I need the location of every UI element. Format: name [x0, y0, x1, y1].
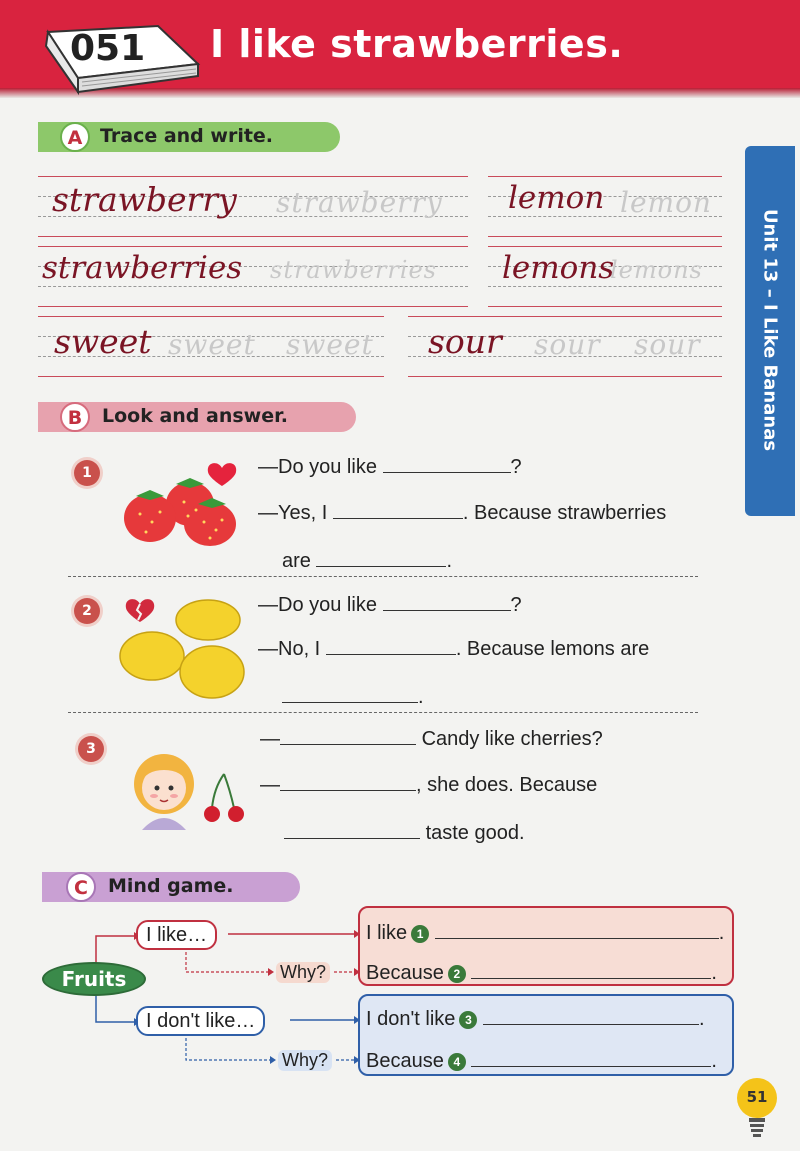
answer-text: —No, I	[258, 638, 321, 660]
answer-blank[interactable]	[483, 1010, 699, 1025]
handwritten-word: strawberry	[52, 180, 237, 219]
answer-text: —	[260, 728, 280, 750]
lightbulb-icon	[747, 1118, 767, 1144]
trace-word[interactable]: lemon	[620, 186, 712, 219]
section-b-title: Look and answer.	[102, 405, 289, 427]
why-like-label: Why?	[276, 962, 330, 983]
trace-word[interactable]: sweet	[168, 328, 256, 361]
like-line-text: I like	[366, 922, 408, 944]
fruits-label: Fruits	[61, 967, 127, 991]
answer-blank[interactable]	[471, 1052, 711, 1067]
like-node: I like…	[136, 920, 217, 950]
answer-text: taste good.	[425, 822, 525, 844]
like-because-line: Because 2 .	[366, 962, 717, 984]
answer-text: —Yes, I	[258, 502, 328, 524]
answer-blank[interactable]	[435, 924, 719, 939]
question-text: Candy like cherries?	[421, 728, 603, 750]
answer-text: —	[260, 774, 280, 796]
page-title: I like strawberries.	[210, 22, 624, 66]
because-text: Because	[366, 1050, 444, 1072]
why-dislike-label: Why?	[278, 1050, 332, 1071]
question-mark: ?	[510, 456, 522, 478]
question-text: —Do you like	[258, 594, 377, 616]
trace-word[interactable]: sour	[634, 328, 701, 361]
trace-word[interactable]: lemons	[610, 256, 703, 284]
answer-blank[interactable]	[471, 964, 711, 979]
dislike-line: I don't like 3 .	[366, 1008, 705, 1030]
question-number: 2	[74, 598, 100, 624]
blank-number: 3	[459, 1011, 477, 1029]
question-number: 1	[74, 460, 100, 486]
question-text: —Do you like	[258, 456, 377, 478]
blank-number: 2	[448, 965, 466, 983]
trace-word[interactable]: strawberry	[276, 186, 443, 219]
lesson-number: 051	[70, 28, 146, 69]
section-a-badge: A	[60, 122, 90, 152]
question-mark: ?	[510, 594, 522, 616]
dislike-line-text: I don't like	[366, 1008, 456, 1030]
answer-text: .	[446, 550, 453, 572]
handwritten-word: lemons	[502, 250, 615, 286]
trace-word[interactable]: sour	[534, 328, 601, 361]
answer-text: .	[418, 686, 424, 708]
answer-text: . Because strawberries	[462, 502, 667, 524]
section-c-title: Mind game.	[108, 875, 234, 897]
handwritten-word: strawberries	[42, 250, 243, 286]
unit-tab-label: Unit 13 – I Like Bananas	[759, 208, 781, 452]
section-a-title: Trace and write.	[100, 125, 274, 147]
trace-word[interactable]: strawberries	[270, 256, 437, 284]
question-number: 3	[78, 736, 104, 762]
trace-word[interactable]: sweet	[286, 328, 374, 361]
handwritten-word: sour	[428, 322, 502, 361]
fruits-root-node	[42, 962, 146, 996]
blank-number: 1	[411, 925, 429, 943]
handwritten-word: sweet	[54, 322, 152, 361]
like-line: I like 1 .	[366, 922, 725, 944]
section-b-badge: B	[60, 402, 90, 432]
answer-text: . Because lemons are	[455, 638, 650, 660]
answer-text: , she does. Because	[416, 774, 598, 796]
dislike-node: I don't like…	[136, 1006, 265, 1036]
page-number: 51	[737, 1078, 777, 1118]
blank-number: 4	[448, 1053, 466, 1071]
because-text: Because	[366, 962, 444, 984]
answer-text: are	[282, 550, 311, 572]
handwritten-word: lemon	[508, 180, 605, 216]
section-c-badge: C	[66, 872, 96, 902]
dislike-because-line: Because 4 .	[366, 1050, 717, 1072]
